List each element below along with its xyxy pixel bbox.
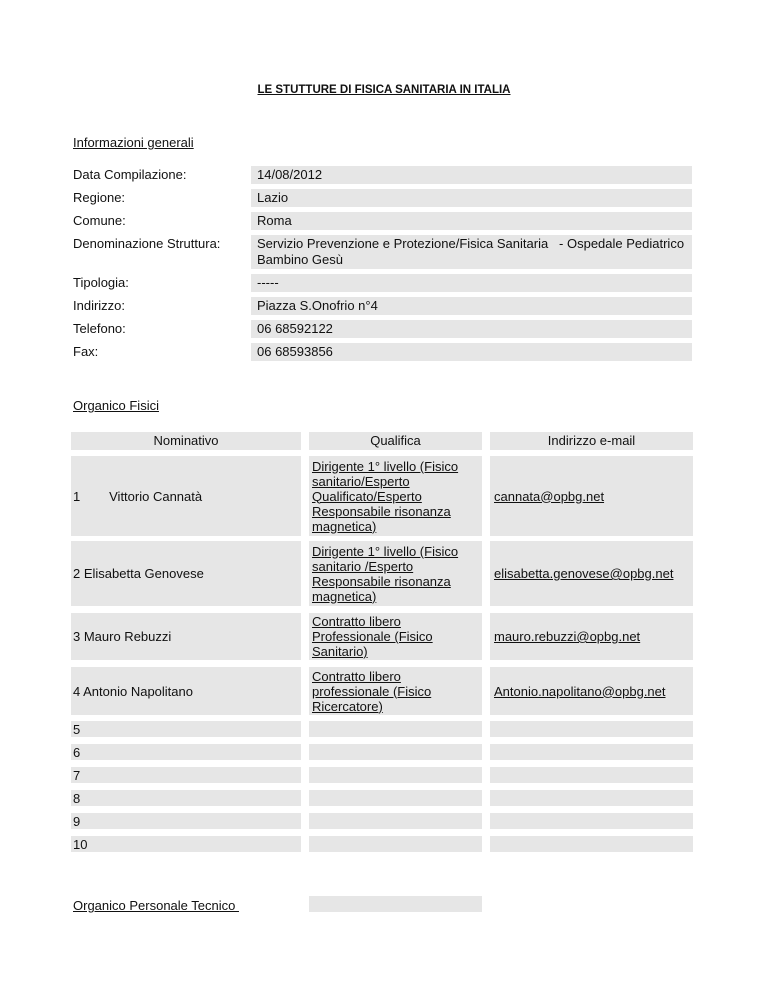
- table-row-email: [490, 767, 693, 783]
- table-row-name: 5: [71, 721, 301, 737]
- email-link[interactable]: cannata@opbg.net: [494, 488, 605, 504]
- table-row-email: [490, 721, 693, 737]
- table-row-name: 1 Vittorio Cannatà: [71, 456, 301, 536]
- table-row-qualifica: [309, 667, 482, 715]
- label-data-compilazione: Data Compilazione:: [73, 167, 187, 182]
- table-row-qualifica: [309, 721, 482, 737]
- table-row-qualifica: [309, 813, 482, 829]
- table-row-qualifica: [309, 541, 482, 606]
- table-row-name: 3 Mauro Rebuzzi: [71, 613, 301, 660]
- label-denominazione: Denominazione Struttura:: [73, 236, 221, 251]
- table-row-qualifica: [309, 836, 482, 852]
- physicists-heading: Organico Fisici: [73, 398, 159, 413]
- value-comune: Roma: [251, 212, 692, 230]
- technical-staff-heading: Organico Personale Tecnico: [73, 898, 239, 913]
- table-row-qualifica: [309, 456, 482, 536]
- table-row-qualifica: [309, 790, 482, 806]
- value-telefono: 06 68592122: [251, 320, 692, 338]
- label-fax: Fax:: [73, 344, 99, 359]
- table-row-name: 4 Antonio Napolitano: [71, 667, 301, 715]
- table-row-email: [490, 744, 693, 760]
- column-header-nominativo: Nominativo: [71, 432, 301, 450]
- table-row-qualifica: [309, 767, 482, 783]
- general-info-heading: Informazioni generali: [73, 135, 194, 150]
- label-comune: Comune:: [73, 213, 126, 228]
- table-row-qualifica: [309, 744, 482, 760]
- table-row-name: 2 Elisabetta Genovese: [71, 541, 301, 606]
- column-header-email: Indirizzo e-mail: [490, 432, 693, 450]
- table-row-name: 9: [71, 813, 301, 829]
- table-row-email: [490, 456, 693, 536]
- table-row-email: [490, 813, 693, 829]
- value-tipologia: -----: [251, 274, 692, 292]
- table-row-qualifica: [309, 613, 482, 660]
- value-denominazione: Servizio Prevenzione e Protezione/Fisica Sanitaria - Ospedale Pediatrico Bambino Gesù: [251, 235, 692, 269]
- table-row-name: 6: [71, 744, 301, 760]
- label-telefono: Telefono:: [73, 321, 126, 336]
- table-row-email: [490, 613, 693, 660]
- value-indirizzo: Piazza S.Onofrio n°4: [251, 297, 692, 315]
- email-link[interactable]: elisabetta.genovese@opbg.net: [494, 566, 674, 581]
- table-row-name: 7: [71, 767, 301, 783]
- label-regione: Regione:: [73, 190, 126, 205]
- table-row-name: 8: [71, 790, 301, 806]
- email-link[interactable]: mauro.rebuzzi@opbg.net: [494, 629, 641, 644]
- email-link[interactable]: Antonio.napolitano@opbg.net: [494, 683, 666, 699]
- value-fax: 06 68593856: [251, 343, 692, 361]
- table-row-email: [490, 790, 693, 806]
- table-row-name: 10: [71, 836, 301, 852]
- label-indirizzo: Indirizzo:: [73, 298, 126, 313]
- qualifica-text: Dirigente 1° livello (Fisico sanitario /Esperto Responsabile risonanza magnetica): [312, 543, 459, 604]
- value-regione: Lazio: [251, 189, 692, 207]
- qualifica-text: Dirigente 1° livello (Fisico sanitario/Esperto Qualificato/Esperto Responsabile risonanza magnetica): [312, 458, 459, 534]
- label-tipologia: Tipologia:: [73, 275, 129, 290]
- document-title: LE STUTTURE DI FISICA SANITARIA IN ITALIA: [257, 84, 511, 96]
- technical-staff-cell: [309, 896, 482, 912]
- table-row-email: [490, 667, 693, 715]
- table-row-email: [490, 541, 693, 606]
- qualifica-text: Contratto libero professionale (Fisico Ricercatore): [312, 668, 432, 714]
- value-data-compilazione: 14/08/2012: [251, 166, 692, 184]
- table-row-email: [490, 836, 693, 852]
- qualifica-text: Contratto libero Professionale (Fisico Sanitario): [312, 614, 433, 659]
- column-header-qualifica: Qualifica: [309, 432, 482, 450]
